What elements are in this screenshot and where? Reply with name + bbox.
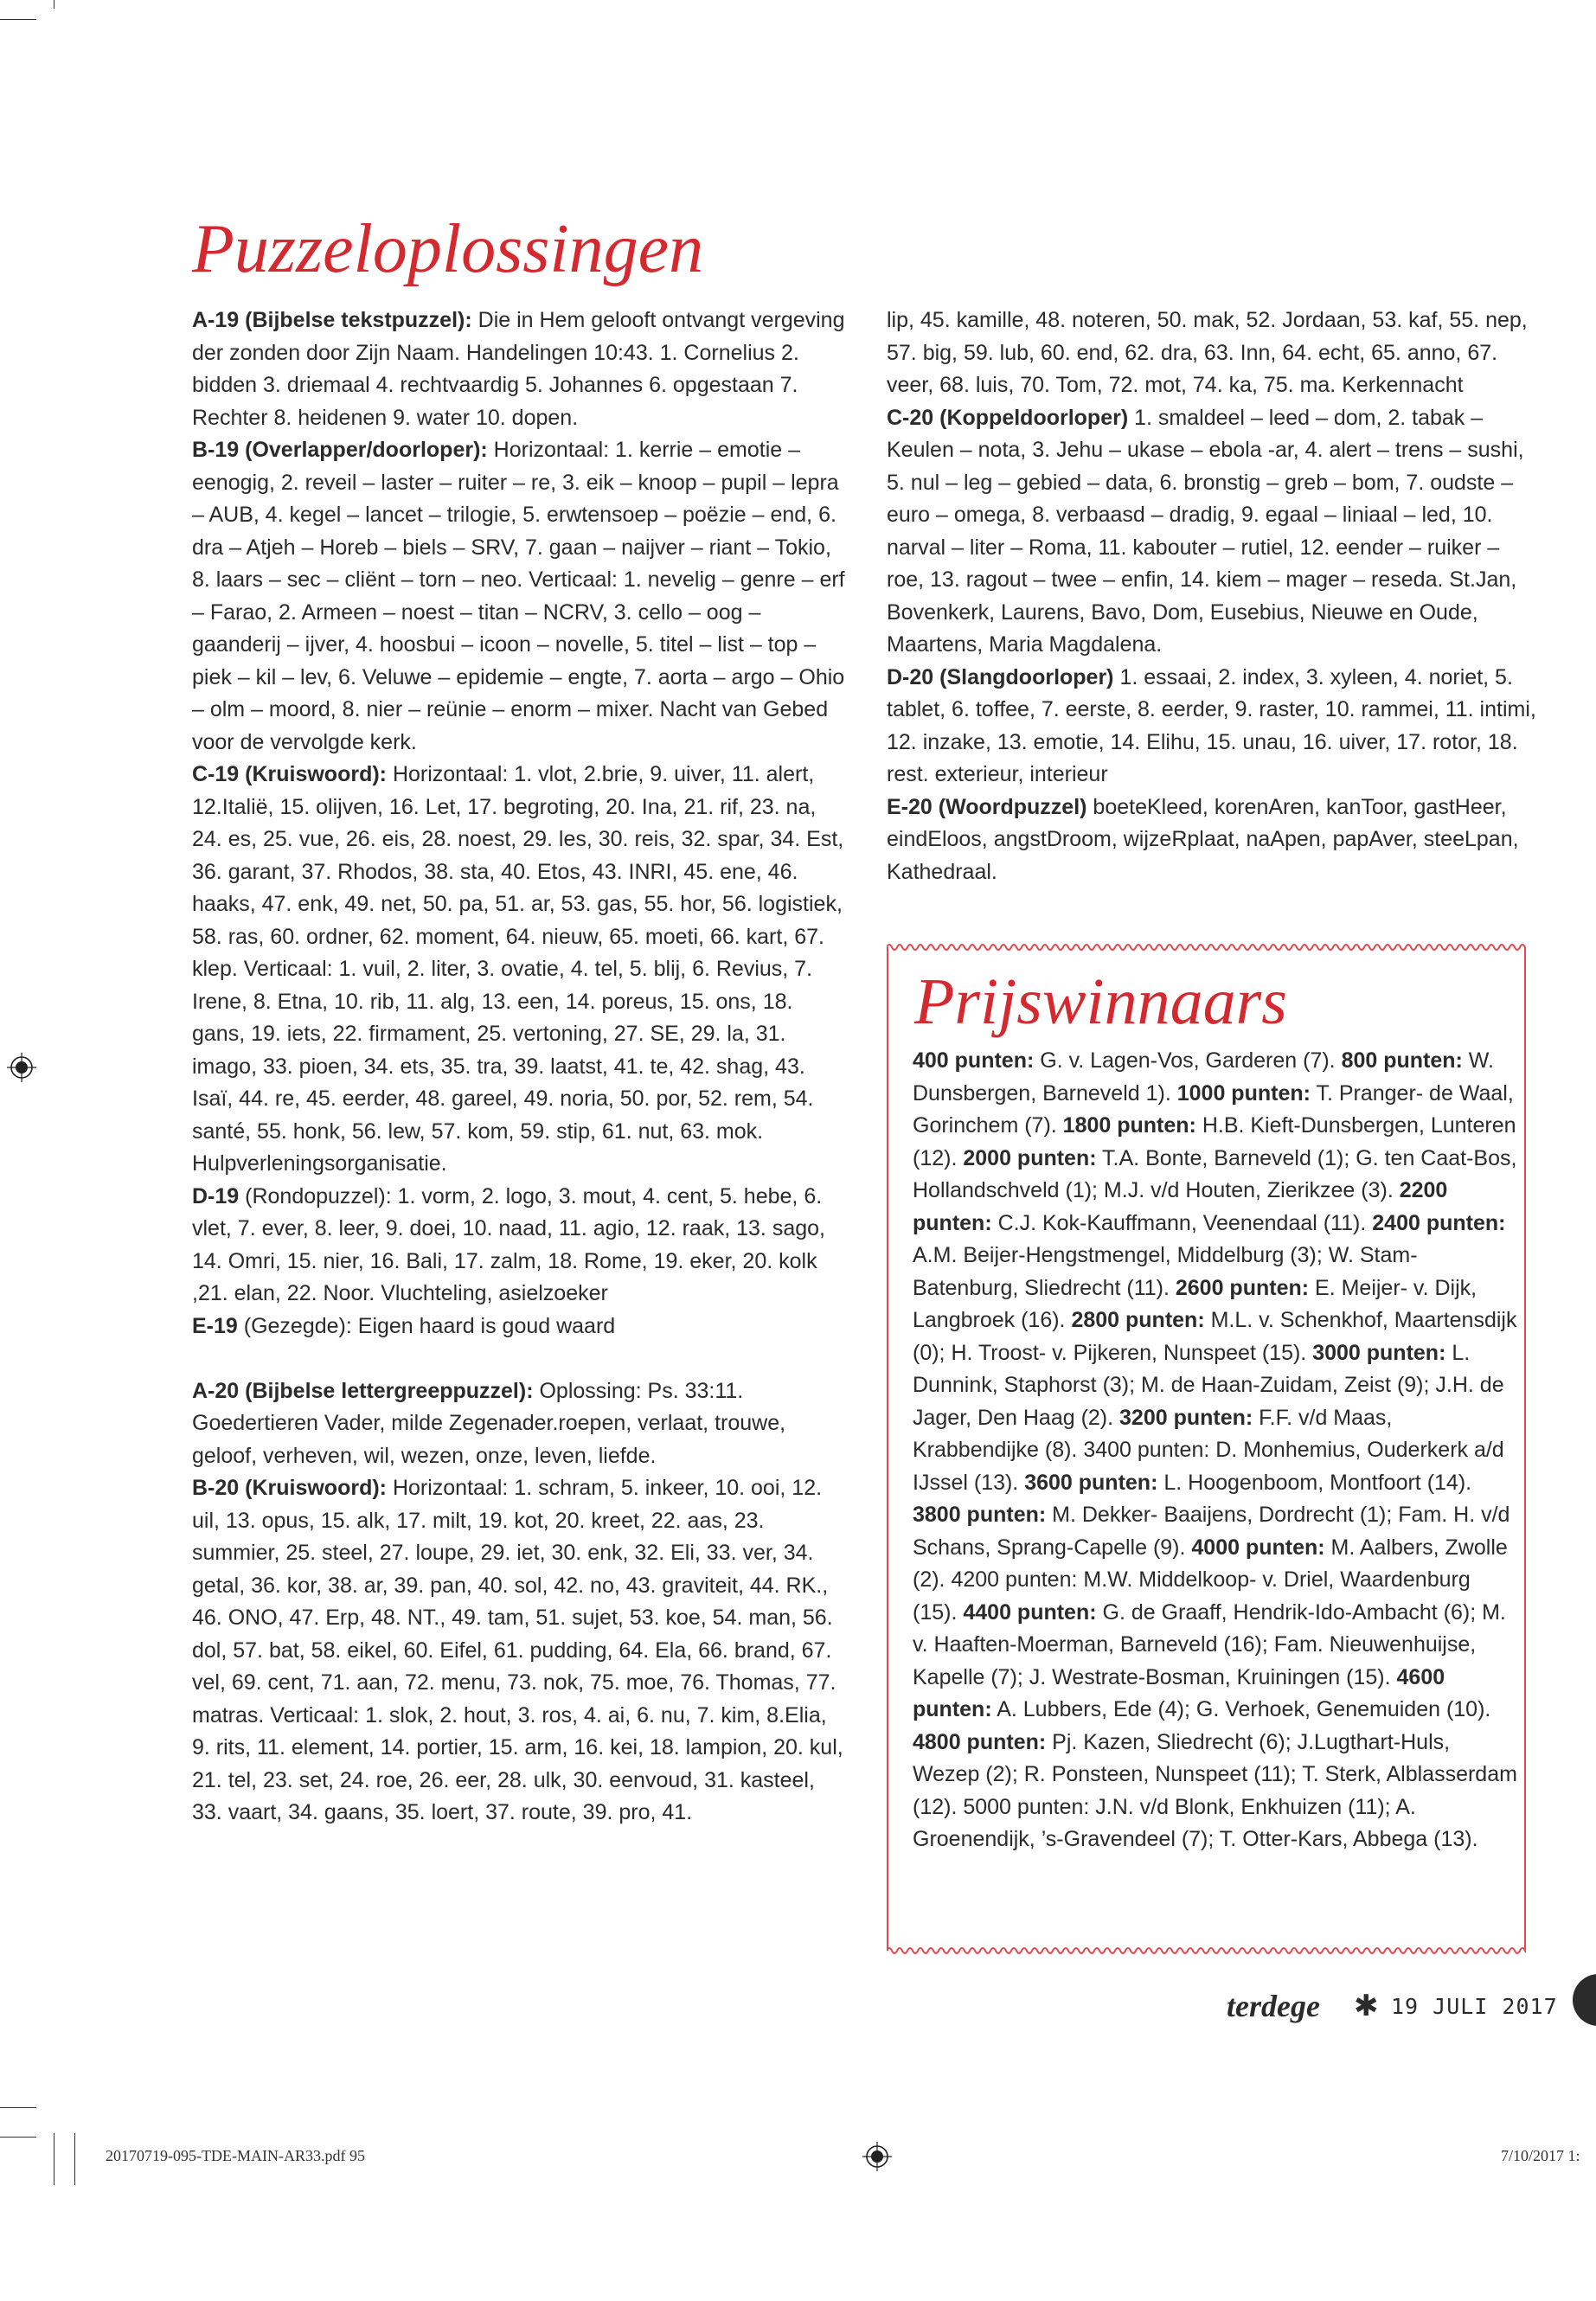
solution-d19 xyxy=(192,1181,846,1311)
prize-winners-list xyxy=(913,1045,1518,1856)
prize-winners: A. Lubbers, Ede (4); G. Verhoek, Genemuiden (10). xyxy=(991,1697,1491,1721)
prize-level: 400 punten: xyxy=(913,1048,1035,1073)
solution-label: B-19 (Overlapper/doorloper): xyxy=(192,438,488,462)
solution-b20 xyxy=(192,1472,846,1830)
crop-mark xyxy=(0,19,36,20)
crop-mark xyxy=(74,2133,75,2185)
solution-a19 xyxy=(192,304,846,434)
solution-a20 xyxy=(192,1375,846,1473)
prize-winners: T.A. Bonte, Barneveld (1); G. ten Caat-Bos, Hollandschveld (1); M.J. v/d Houten, Zierikzee (3). xyxy=(913,1145,1517,1202)
prize-level: 2400 punten: xyxy=(1372,1210,1506,1235)
solution-b20-continued xyxy=(887,304,1541,402)
solutions-column-left xyxy=(192,304,846,1830)
asterisk-icon: ✱ xyxy=(1354,1990,1379,2022)
crop-mark xyxy=(0,2137,36,2138)
solution-label: D-20 (Slangdoorloper) xyxy=(887,664,1114,689)
prize-level: 4000 punten: xyxy=(1191,1535,1325,1560)
issue-date: 19 JULI 2017 xyxy=(1391,1994,1558,2019)
solution-label: A-20 (Bijbelse lettergreeppuzzel): xyxy=(192,1378,534,1403)
prize-level: 2000 punten: xyxy=(963,1145,1097,1170)
prize-level: 2800 punten: xyxy=(1071,1308,1205,1332)
prize-level: 2200 punten: xyxy=(913,1178,1448,1235)
prize-level: 800 punten: xyxy=(1341,1048,1463,1073)
registration-mark-icon xyxy=(862,2142,892,2171)
solution-text: Horizontaal: 1. kerrie – emotie – eenogig, 2. reveil – laster – ruiter – re, 3. eik – knoop – pupil – lepra – AUB, 4. kegel – lancet – trilogie, 5. erwtensoep – poëzie – end, 6. dra – Atjeh – Horeb – biels – SRV, 7. gaan – naijver – riant – Tokio, 8. laars – sec – cliënt – torn – neo. Verticaal: 1. nevelig – genre – erf – Farao, 2. Armeen – noest – titan – NCRV, 3. cello – oog – gaanderij – ijver, 4. hoosbui – icoon – novelle, 5. titel – list – top – piek – kil – lev, 6. Veluwe – epidemie – engte, 7. aorta – argo – Ohio – olm – moord, 8. nier – reünie – enorm – mixer. Nacht van Gebed voor de vervolgde kerk. xyxy=(192,438,845,754)
prize-winners: W. Dunsbergen, Barneveld 1). xyxy=(913,1048,1494,1106)
solution-d20 xyxy=(887,662,1541,792)
prize-winners-title: Prijswinnaars xyxy=(914,965,1287,1038)
prize-winners: E. Meijer- v. Dijk, Langbroek (16). xyxy=(913,1275,1477,1332)
solution-label: C-20 (Koppeldoorloper) xyxy=(887,405,1129,430)
solution-label: E-19 xyxy=(192,1313,238,1338)
prize-winners-box xyxy=(887,947,1526,1951)
prize-winners: M. Aalbers, Zwolle (2). 4200 punten: M.W. Middelkoop- v. Driel, Waardenburg (15). xyxy=(913,1535,1508,1625)
prize-level: 2600 punten: xyxy=(1175,1275,1310,1300)
prize-level: 4600 punten: xyxy=(913,1664,1445,1721)
magazine-logo: terdege xyxy=(1227,1989,1320,2023)
solution-e19 xyxy=(192,1311,846,1343)
prize-level: 4800 punten: xyxy=(913,1729,1047,1754)
prize-level: 1800 punten: xyxy=(1062,1113,1196,1138)
crop-mark xyxy=(0,2107,36,2108)
print-slug-date: 7/10/2017 1: xyxy=(1501,2147,1580,2164)
wavy-border-top xyxy=(887,941,1526,953)
solution-text: 1. essaai, 2. index, 3. xyleen, 4. noriet, 5. tablet, 6. toffee, 7. eerste, 8. eerder, 9. raster, 10. rammei, 11. intimi, 12. inzake, 13. emotie, 14. Elihu, 15. unau, 16. uiver, 17. rotor, 18. rest. exterieur, interieur xyxy=(887,664,1536,786)
solution-text: lip, 45. kamille, 48. noteren, 50. mak, 52. Jordaan, 53. kaf, 55. nep, 57. big, 59. lub, 60. end, 62. dra, 63. Inn, 64. echt, 65. anno, 67. veer, 68. luis, 70. Tom, 72. mot, 74. ka, 75. ma. Kerkennacht xyxy=(887,308,1528,397)
page-number-tab xyxy=(1573,1974,1596,2026)
prize-level: 4400 punten: xyxy=(963,1599,1097,1625)
solution-text: boeteKleed, korenAren, kanToor, gastHeer, eindEloos, angstDroom, wijzeRplaat, naApen, papAver, steeLpan, Kathedraal. xyxy=(887,794,1519,884)
solution-label: A-19 (Bijbelse tekstpuzzel): xyxy=(192,308,472,332)
solution-text: Die in Hem gelooft ontvangt vergeving der zonden door Zijn Naam. Handelingen 10:43. 1. Cornelius 2. bidden 3. driemaal 4. rechtvaardig 5. Johannes 6. opgestaan 7. Rechter 8. heidenen 9. water 10. dopen. xyxy=(192,308,845,430)
prize-level: 1000 punten: xyxy=(1176,1080,1311,1106)
paragraph-gap xyxy=(192,1343,846,1375)
solution-text: Oplossing: Ps. 33:11. Goedertieren Vader, milde Zegenader.roepen, verlaat, trouwe, geloof, verheven, wil, wezen, onze, leven, liefde. xyxy=(192,1378,786,1468)
prize-winners: L. Dunnink, Staphorst (3); M. de Haan-Zuidam, Zeist (9); J.H. de Jager, Den Haag (2). xyxy=(913,1340,1504,1430)
prize-winners: F.F. v/d Maas, Krabbendijke (8). 3400 punten: D. Monhemius, Ouderkerk a/d IJssel (13). xyxy=(913,1405,1504,1495)
prize-level: 3000 punten: xyxy=(1312,1340,1446,1365)
prize-winners: C.J. Kok-Kauffmann, Veenendaal (11). xyxy=(991,1210,1373,1235)
solution-text: (Rondopuzzel): 1. vorm, 2. logo, 3. mout, 4. cent, 5. hebe, 6. vlet, 7. ever, 8. leer, 9. doei, 10. naad, 11. agio, 12. raak, 13. sago, 14. Omri, 15. nier, 16. Bali, 17. zalm, 18. Rome, 19. eker, 20. kolk ,21. elan, 22. Noor. Vluchteling, asielzoeker xyxy=(192,1183,825,1305)
prize-winners: L. Hoogenboom, Montfoort (14). xyxy=(1157,1470,1472,1495)
solution-c19 xyxy=(192,759,846,1181)
solution-label: B-20 (Kruiswoord): xyxy=(192,1476,387,1500)
prize-winners: M. Dekker- Baaijens, Dordrecht (1); Fam. H. v/d Schans, Sprang-Capelle (9). xyxy=(913,1503,1510,1560)
registration-mark-icon xyxy=(7,1053,36,1082)
print-slug-filename: 20170719-095-TDE-MAIN-AR33.pdf 95 xyxy=(106,2147,365,2164)
prize-winners: H.B. Kieft-Dunsbergen, Lunteren (12). xyxy=(913,1113,1516,1170)
prize-winners: A.M. Beijer-Hengstmengel, Middelburg (3); W. Stam- Batenburg, Sliedrecht (11). xyxy=(913,1243,1418,1300)
solution-text: Horizontaal: 1. schram, 5. inkeer, 10. ooi, 12. uil, 13. opus, 15. alk, 17. milt, 19. kot, 20. kreet, 22. aas, 23. summier, 25. steel, 27. loupe, 29. iet, 30. enk, 32. Eli, 33. ver, 34. getal, 36. kor, 38. ar, 39. pan, 40. sol, 42. no, 43. graviteit, 44. RK., 46. ONO, 47. Erp, 48. NT., 49. tam, 51. sujet, 53. koe, 54. man, 56. dol, 57. bat, 58. eikel, 60. Eifel, 61. pudding, 64. Ela, 66. brand, 67. vel, 69. cent, 71. aan, 72. menu, 73. nok, 75. moe, 76. Thomas, 77. matras. Verticaal: 1. slok, 2. hout, 3. ros, 4. ai, 6. nu, 7. kim, 8.Elia, 9. rits, 11. element, 14. portier, 15. arm, 16. kei, 18. lampion, 20. kul, 21. tel, 23. set, 24. roe, 26. eer, 28. ulk, 30. eenvoud, 31. kasteel, 33. vaart, 34. gaans, 35. loert, 37. route, 39. pro, 41. xyxy=(192,1476,843,1824)
prize-level: 3200 punten: xyxy=(1119,1405,1253,1430)
solution-c20 xyxy=(887,402,1541,662)
solutions-column-right xyxy=(887,304,1541,888)
prize-winners: G. de Graaff, Hendrik-Ido-Ambacht (6); M. v. Haaften-Moerman, Barneveld (16); Fam. Nieuwenhuijse, Kapelle (7); J. Westrate-Bosman, Kruiningen (15). xyxy=(913,1599,1506,1689)
prize-level: 3800 punten: xyxy=(913,1503,1047,1527)
solution-text: 1. smaldeel – leed – dom, 2. tabak – Keulen – nota, 3. Jehu – ukase – ebola -ar, 4. alert – trens – sushi, 5. nul – leg – gebied – data, 6. bronstig – greb – bom, 7. oudste – euro – omega, 8. verbaasd – dradig, 9. egaal – liniaal – led, 10. narval – liter – Roma, 11. kabouter – rutiel, 12. eender – ruiker – roe, 13. ragout – twee – enfin, 14. kiem – mager – reseda. St.Jan, Bovenkerk, Laurens, Bavo, Dom, Eusebius, Nieuwe en Oude, Maartens, Maria Magdalena. xyxy=(887,405,1524,657)
solution-label: E-20 (Woordpuzzel) xyxy=(887,794,1087,819)
prize-winners: M.L. v. Schenkhof, Maartensdijk (0); H. Troost- v. Pijkeren, Nunspeet (15). xyxy=(913,1308,1517,1365)
prize-winners: G. v. Lagen-Vos, Garderen (7). xyxy=(1034,1048,1342,1073)
prize-level: 3600 punten: xyxy=(1024,1470,1158,1495)
wavy-border-bottom xyxy=(887,1945,1526,1957)
prize-winners: T. Pranger- de Waal, Gorinchem (7). xyxy=(913,1080,1514,1138)
solution-label: C-19 (Kruiswoord): xyxy=(192,762,387,786)
solution-text: Horizontaal: 1. vlot, 2.brie, 9. uiver, 11. alert, 12.Italië, 15. olijven, 16. Let, 17. begroting, 20. Ina, 21. rif, 23. na, 24. es, 25. vue, 26. eis, 28. noest, 29. les, 30. reis, 32. spar, 34. Est, 36. garant, 37. Rhodos, 38. sta, 40. Etos, 43. INRI, 45. ene, 46. haaks, 47. enk, 49. net, 50. pa, 51. ar, 53. gas, 55. hor, 56. logistiek, 58. ras, 60. ordner, 62. moment, 64. nieuw, 65. moeti, 66. kart, 67. klep. Verticaal: 1. vuil, 2. liter, 3. ovatie, 4. tel, 5. blij, 6. Revius, 7. Irene, 8. Etna, 10. rib, 11. alg, 13. een, 14. poreus, 15. ons, 18. gans, 19. iets, 22. firmament, 25. vertoning, 27. SE, 29. la, 31. imago, 33. pioen, 34. ets, 35. tra, 39. laatst, 41. te, 42. shag, 43. Isaï, 44. re, 45. eerder, 48. gareel, 49. noria, 50. por, 52. rem, 54. santé, 55. honk, 56. lew, 57. kom, 59. stip, 61. nut, 63. mok. Hulpverleningsorganisatie. xyxy=(192,762,844,1176)
page-title: Puzzeloplossingen xyxy=(192,211,704,287)
solution-e20 xyxy=(887,792,1541,889)
prize-winners: Pj. Kazen, Sliedrecht (6); J.Lugthart-Huls, Wezep (2); R. Ponsteen, Nunspeet (11); T. Sterk, Alblasserdam (12). 5000 punten: J.N. v/d Blonk, Enkhuizen (11); A. Groenendijk, ’s-Gravendeel (7); T. Otter-Kars, Abbega (13). xyxy=(913,1729,1517,1851)
solution-b19 xyxy=(192,434,846,759)
solution-label: D-19 xyxy=(192,1183,240,1208)
solution-text: (Gezegde): Eigen haard is goud waard xyxy=(237,1313,616,1338)
